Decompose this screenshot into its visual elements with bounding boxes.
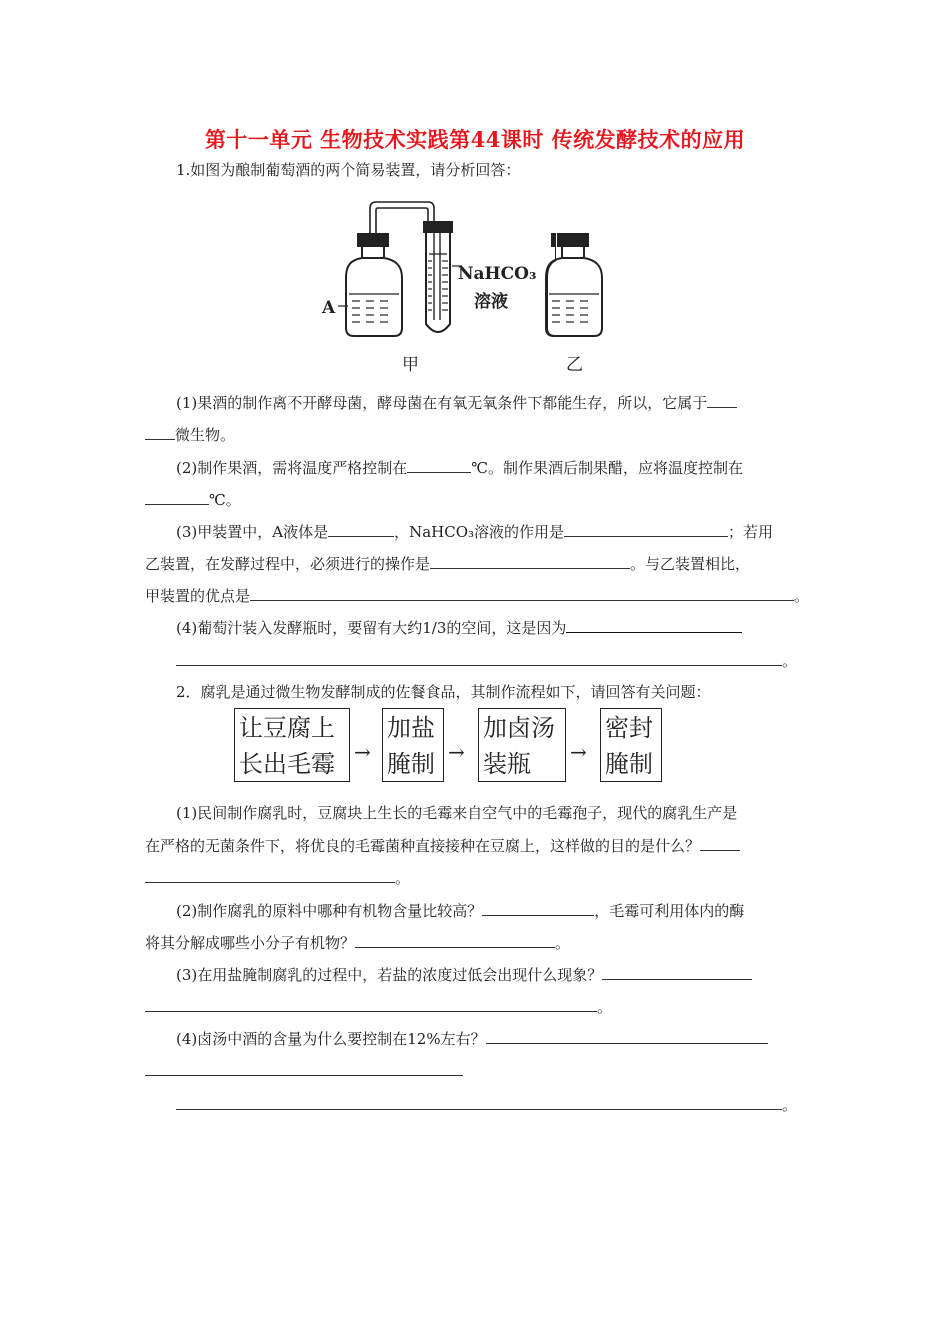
q2-p1-line3: 。 <box>145 867 410 888</box>
answer-blank[interactable] <box>145 1060 463 1076</box>
test-tube <box>424 222 462 332</box>
q2-p3-line2: 。 <box>145 996 612 1017</box>
flow-step: 加盐 腌制 <box>382 708 444 782</box>
q2-p4-line2 <box>145 1060 463 1081</box>
q1-p4-line2: 。 <box>176 650 797 671</box>
answer-blank[interactable] <box>355 932 555 948</box>
q1-p3-line2: 乙装置，在发酵过程中，必须进行的操作是 。与乙装置相比， <box>145 555 751 573</box>
answer-blank[interactable] <box>145 489 209 505</box>
bottle-jia <box>338 234 402 336</box>
q2-p1-line1: (1)民间制作腐乳时，豆腐块上生长的毛霉来自空气中的毛霉孢子，现代的腐乳生产是 <box>176 804 738 822</box>
answer-blank[interactable] <box>566 617 742 633</box>
answer-blank[interactable] <box>176 650 782 666</box>
q2-p2-line1: (2)制作腐乳的原料中哪种有机物含量比较高？ ，毛霉可利用体内的酶 <box>176 902 745 920</box>
q2-stem: 2．腐乳是通过微生物发酵制成的佐餐食品，其制作流程如下，请回答有关问题： <box>176 683 711 701</box>
q2-p4-line1: (4)卤汤中酒的含量为什么要控制在12%左右？ <box>176 1028 768 1049</box>
answer-blank[interactable] <box>145 424 175 440</box>
flow-step: 让豆腐上 长出毛霉 <box>234 708 350 782</box>
page-title: 第十一单元 生物技术实践第44课时 传统发酵技术的应用 <box>204 127 746 152</box>
answer-blank[interactable] <box>328 521 394 537</box>
label-solution: 溶液 <box>474 292 508 312</box>
apparatus-diagram <box>316 194 556 374</box>
arrow-right-icon: → <box>354 740 371 764</box>
arrow-right-icon: → <box>570 740 587 764</box>
q1-p3-line3: 甲装置的优点是 。 <box>145 587 810 605</box>
label-nahco3: NaHCO₃ <box>458 264 537 284</box>
answer-blank[interactable] <box>430 553 630 569</box>
answer-blank[interactable] <box>176 1094 782 1110</box>
answer-blank[interactable] <box>250 585 794 601</box>
fermentation-apparatus-figure <box>316 194 583 378</box>
label-a: A <box>322 298 336 318</box>
q1-stem: 1.如图为酿制葡萄酒的两个简易装置，请分析回答： <box>176 161 521 179</box>
answer-blank[interactable] <box>707 392 737 408</box>
answer-blank[interactable] <box>145 867 395 883</box>
answer-blank[interactable] <box>700 835 740 851</box>
answer-blank[interactable] <box>145 996 597 1012</box>
answer-blank[interactable] <box>486 1028 768 1044</box>
q1-p3-line1: (3)甲装置中，A液体是 ，NaHCO₃溶液的作用是 ；若用 <box>176 523 774 541</box>
q2-p2-line2: 将其分解成哪些小分子有机物？ 。 <box>145 934 571 952</box>
q1-p4-line1: (4)葡萄汁装入发酵瓶时，要留有大约1/3的空间，这是因为 <box>176 617 742 638</box>
q2-p3-line1: (3)在用盐腌制腐乳的过程中，若盐的浓度过低会出现什么现象？ <box>176 964 752 985</box>
q1-p1-line2: 微生物。 <box>145 424 235 445</box>
arrow-right-icon: → <box>448 740 465 764</box>
answer-blank[interactable] <box>407 457 471 473</box>
caption-jia: 甲 <box>402 355 419 375</box>
q1-p2-line2: ℃。 <box>145 489 241 510</box>
caption-yi: 乙 <box>566 355 583 375</box>
answer-blank[interactable] <box>482 900 594 916</box>
bottle-yi-drawing <box>540 228 610 342</box>
q1-p2-line1: (2)制作果酒，需将温度严格控制在 ℃。制作果酒后制果醋，应将温度控制在 <box>176 459 744 477</box>
flow-step: 加卤汤 装瓶 <box>478 708 566 782</box>
q2-p1-line2: 在严格的无菌条件下，将优良的毛霉菌种直接接种在豆腐上，这样做的目的是什么？ <box>145 835 740 856</box>
answer-blank[interactable] <box>564 521 728 537</box>
answer-blank[interactable] <box>602 964 752 980</box>
q2-p4-line3: 。 <box>176 1094 797 1115</box>
q1-p1-line1: (1)果酒的制作离不开酵母菌，酵母菌在有氧无氧条件下都能生存，所以，它属于 <box>176 392 737 413</box>
flow-step: 密封 腌制 <box>600 708 662 782</box>
